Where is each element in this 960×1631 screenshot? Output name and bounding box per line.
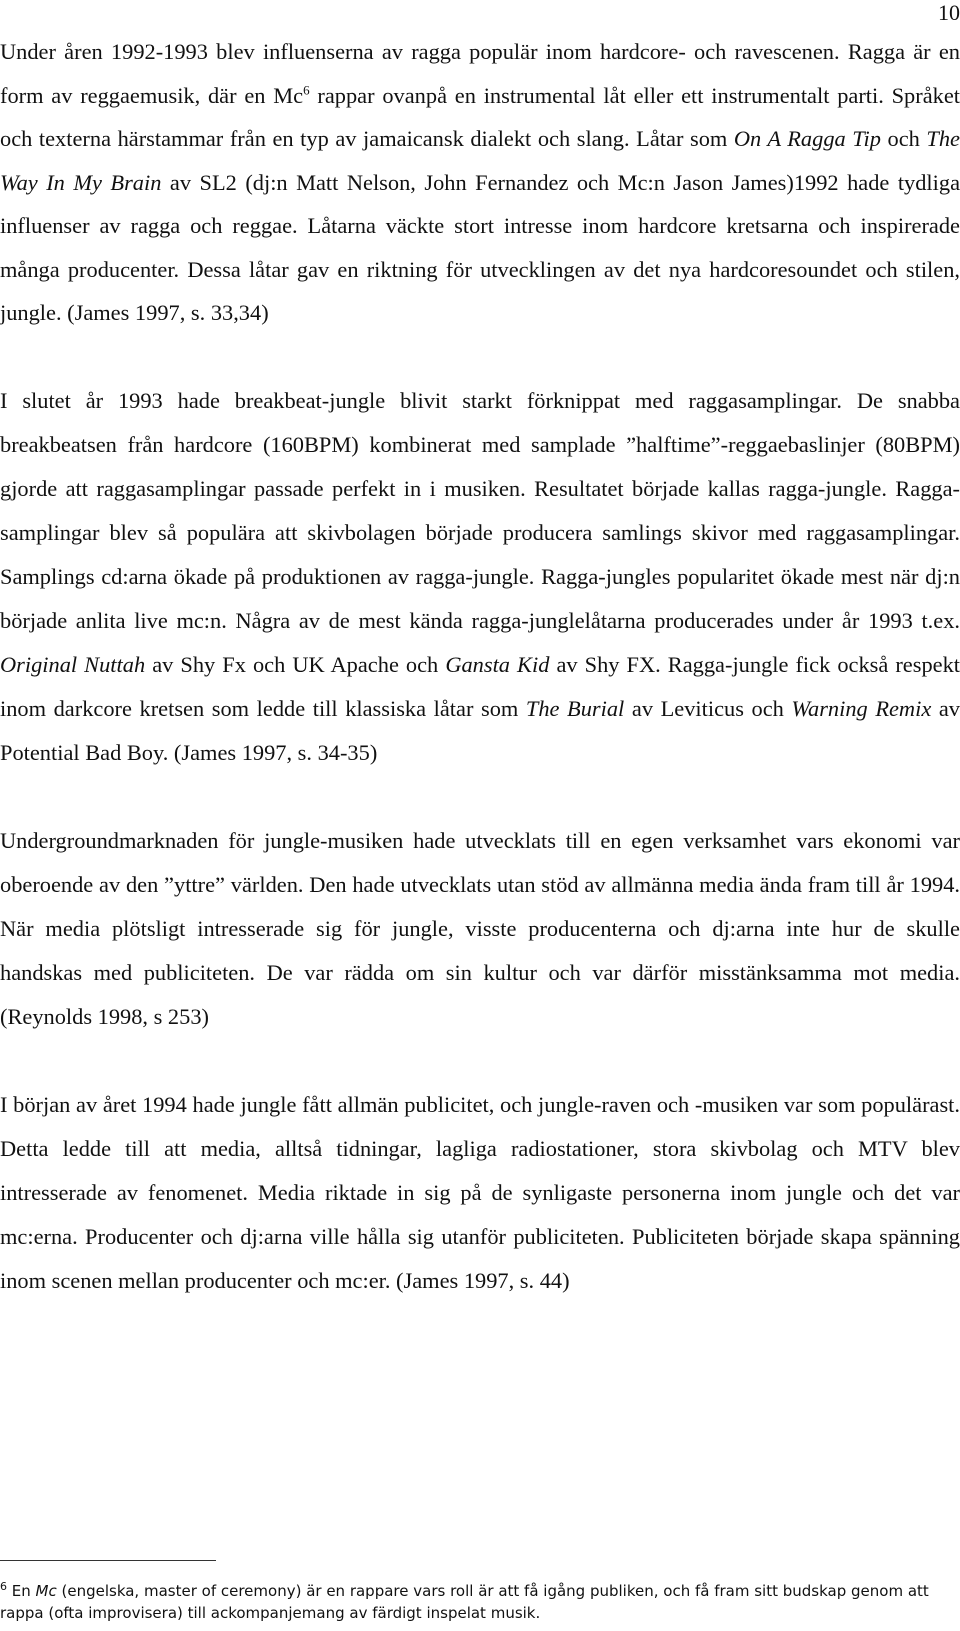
paragraph-1 — [0, 30, 960, 335]
italic-title: The Burial — [525, 695, 625, 721]
text-run: av Leviticus och — [624, 695, 792, 721]
italic-title: Gansta Kid — [445, 651, 550, 677]
text-run: (engelska, master of ceremony) är en rappare vars roll är att få igång publiken, och få fram sitt budskap genom att rappa (ofta improvisera) till ackompanjemang av färdigt inspelat musik. — [0, 1582, 929, 1622]
text-run: och — [880, 126, 927, 151]
footnote-ref: 6 — [303, 82, 310, 98]
text-run: rappar ovanpå en instrumental låt eller ett instrumentalt parti. Språket och texterna härstammar från en typ av jamaicansk dialekt och slang. Låtar som — [0, 82, 960, 151]
text-run: av Potential Bad Boy. (James 1997, s. 34-35) — [0, 695, 960, 765]
italic-title: Mc — [35, 1582, 57, 1600]
page-number: 10 — [938, 0, 960, 25]
paragraph-3 — [0, 819, 960, 1039]
text-run: av SL2 (dj:n Matt Nelson, John Fernandez och Mc:n Jason James)1992 hade tydliga influenser av ragga och reggae. Låtarna väckte stort intresse inom hardcore kretsarna och inspirerade många producenter. Dessa låtar gav en riktning för utvecklingen av det nya hardcoresoundet och stilen, jungle. (James 1997, s. 33,34) — [0, 169, 960, 325]
italic-title: The Way In My Brain — [0, 126, 960, 195]
paragraph-4 — [0, 1083, 960, 1303]
footnote-divider — [0, 1560, 216, 1561]
text-run: Under åren 1992-1993 blev influenserna av ragga populär inom hardcore- och ravescenen. Ragga är en form av reggaemusik, där en Mc — [0, 39, 960, 108]
italic-title: Warning Remix — [791, 695, 932, 721]
italic-title: Original Nuttah — [0, 651, 146, 677]
text-run: av Shy Fx och UK Apache och — [145, 651, 446, 677]
text-run: I slutet år 1993 hade breakbeat-jungle blivit starkt förknippat med raggasamplingar. De snabba breakbeatsen från hardcore (160BPM) kombinerat med samplade ”halftime”-reggaebaslinjer (80BPM) gjorde att raggasamplingar passade perfekt in i musiken. Resultatet började kallas ragga-jungle. Ragga-samplingar blev så populära att skivbolagen började producera samlings skivor med raggasamplingar. Samplings cd:arna ökade på produktionen av ragga-jungle. Ragga-jungles popularitet ökade mest när dj:n började anlita live mc:n. Några av de mest kända ragga-junglelåtarna producerades under år 1993 t.ex. — [0, 387, 960, 633]
text-run: I början av året 1994 hade jungle fått allmän publicitet, och jungle-raven och -musiken var som populärast. Detta ledde till att media, alltså tidningar, lagliga radiostationer, stora skivbolag och MTV blev intresserade av fenomenet. Media riktade in sig på de synligaste personerna inom jungle och det var mc:erna. Producenter och dj:arna ville hålla sig utanför publiciteten. Publiciteten började skapa spänning inom scenen mellan producenter och mc:er. (James 1997, s. 44) — [0, 1091, 960, 1293]
footnote-ref: 6 — [0, 1580, 7, 1593]
italic-title: On A Ragga Tip — [733, 126, 881, 151]
text-run: av Shy FX. Ragga-jungle fick också respekt inom darkcore kretsen som ledde till klassiska låtar som — [0, 651, 960, 721]
text-run: Undergroundmarknaden för jungle-musiken hade utvecklats till en egen verksamhet vars ekonomi var oberoende av den ”yttre” världen. Den hade utvecklats utan stöd av allmänna media ända fram till år 1994. När media plötsligt intresserade sig för jungle, visste producenterna och dj:arna inte hur de skulle handskas med publiciteten. De var rädda om sin kultur och var därför misstänksamma mot media. (Reynolds 1998, s 253) — [0, 827, 960, 1029]
footnote — [0, 1580, 960, 1624]
paragraph-2 — [0, 379, 960, 775]
text-run: En — [7, 1582, 36, 1600]
body-text — [0, 30, 960, 1347]
